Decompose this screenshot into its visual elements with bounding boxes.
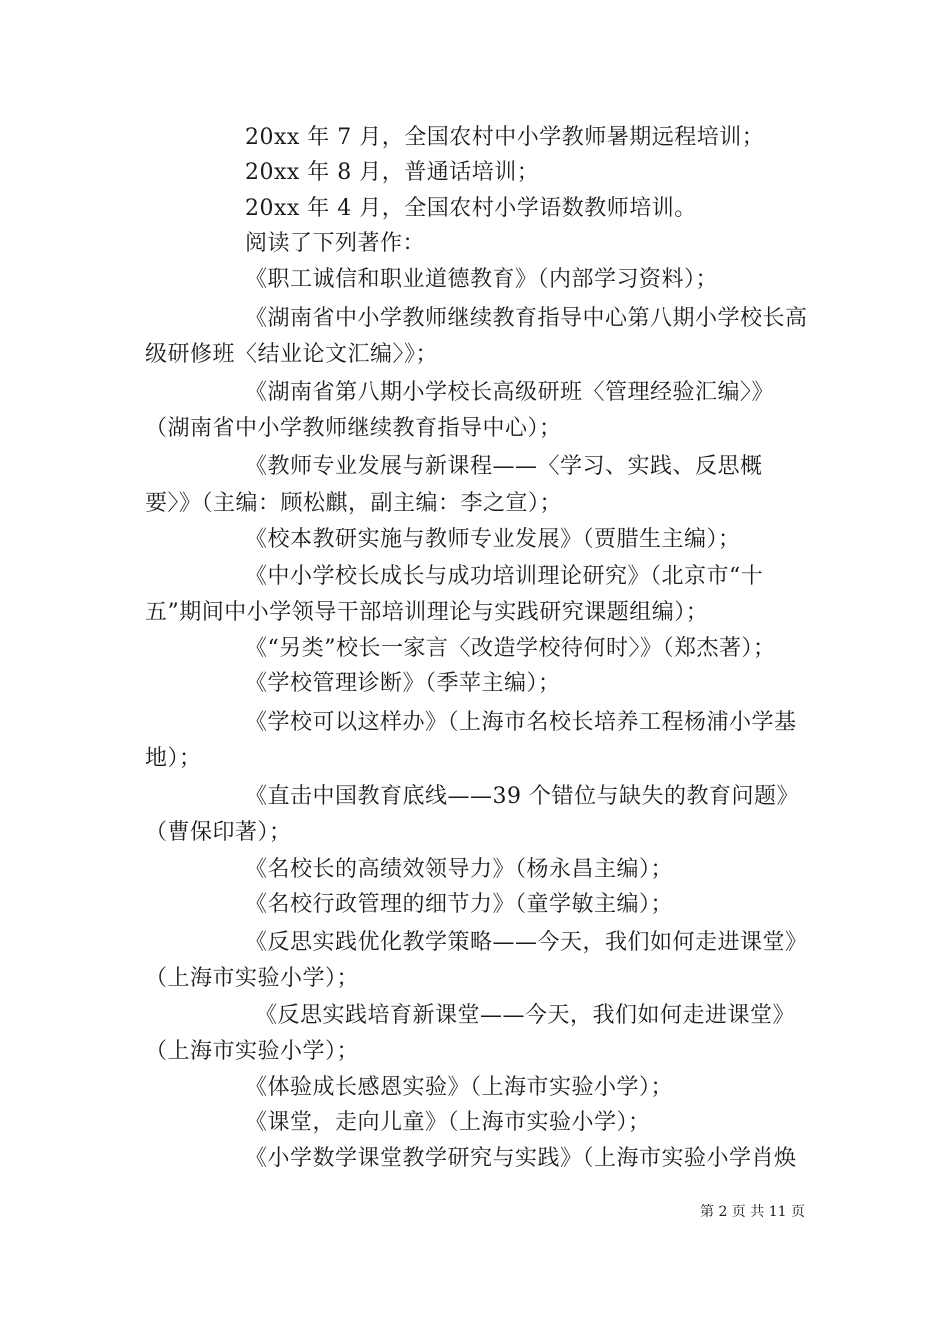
page-number-footer: 第 2 页 共 11 页 [700,1204,805,1220]
text-line-12: 《校本教研实施与教师专业发展》（贾腊生主编）； [245,527,741,552]
text-line-17: 《学校可以这样办》（上海市名校长培养工程杨浦小学基 [245,710,797,735]
text-line-15: 《“另类”校长一家言〈改造学校待何时〉》（郑杰著）； [245,636,776,661]
text-line-8: 《湖南省第八期小学校长高级研班〈管理经验汇编〉》 [245,380,775,405]
text-line-6: 《湖南省中小学教师继续教育指导中心第八期小学校长高 [245,306,808,331]
text-line-19: 《直击中国教育底线——39 个错位与缺失的教育问题》 [245,784,799,809]
text-line-22: 《名校行政管理的细节力》（童学敏主编）； [245,892,674,917]
text-line-7: 级研修班〈结业论文汇编〉》； [145,342,439,367]
text-line-20: （曹保印著）； [145,820,292,845]
text-line-4: 阅读了下列著作： [245,231,426,256]
text-line-27: 《体验成长感恩实验》（上海市实验小学）； [245,1075,674,1100]
text-line-16: 《学校管理诊断》（季苹主编）； [245,671,561,696]
text-line-24: （上海市实验小学）； [145,966,360,991]
text-line-28: 《课堂，走向儿童》（上海市实验小学）； [245,1110,651,1135]
text-line-23: 《反思实践优化教学策略——今天，我们如何走进课堂》 [245,930,808,955]
text-line-14: 五”期间中小学领导干部培训理论与实践研究课题组编）； [145,600,709,625]
text-line-11: 要〉》（主编：顾松麒，副主编：李之宣）； [145,491,563,516]
text-line-21: 《名校长的高绩效领导力》（杨永昌主编）； [245,857,674,882]
text-line-25: 《反思实践培育新课堂——今天，我们如何走进课堂》 [255,1003,796,1028]
text-line-29: 《小学数学课堂教学研究与实践》（上海市实验小学肖焕 [245,1146,797,1171]
text-line-9: （湖南省中小学教师继续教育指导中心）； [145,416,562,441]
text-line-10: 《教师专业发展与新课程——〈学习、实践、反思概 [245,454,763,479]
text-line-2: 20xx 年 8 月，普通话培训； [245,160,540,185]
text-line-26: （上海市实验小学）； [145,1039,360,1064]
text-line-13: 《中小学校长成长与成功培训理论研究》（北京市“十 [245,564,764,589]
text-line-3: 20xx 年 4 月，全国农村小学语数教师培训。 [245,196,697,221]
text-line-18: 地）； [145,746,202,771]
text-line-1: 20xx 年 7 月，全国农村中小学教师暑期远程培训； [245,125,765,150]
text-line-5: 《职工诚信和职业道德教育》（内部学习资料）； [245,267,719,292]
